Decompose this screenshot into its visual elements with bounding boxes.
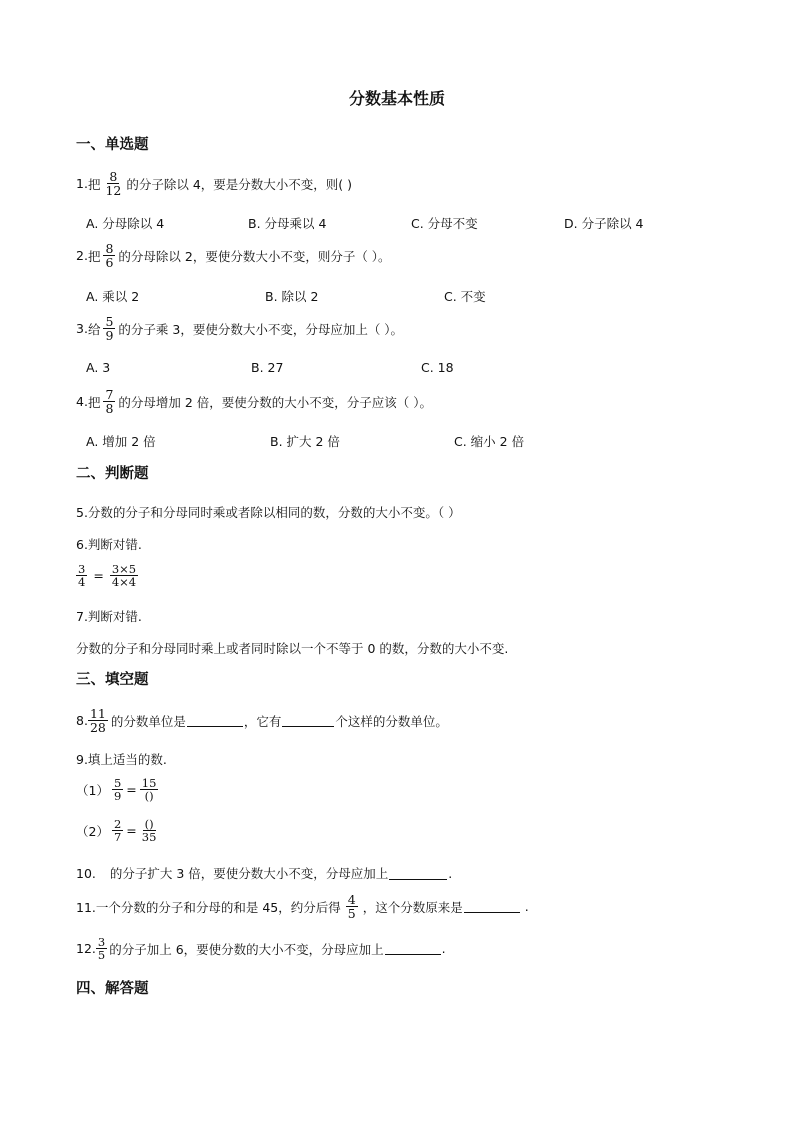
numerator: 3: [97, 935, 106, 949]
option-b: B. 27: [251, 360, 284, 375]
fraction: [103, 242, 115, 269]
question-number: 3.: [76, 321, 88, 337]
question-7-statement: [76, 639, 508, 657]
question-number: 2.: [76, 248, 88, 264]
question-text: 6.判断对错.: [76, 537, 142, 552]
numerator: 4: [347, 892, 356, 907]
question-2: [76, 242, 391, 269]
denominator: 4×4: [111, 575, 137, 590]
option-d: D. 分子除以 4: [564, 216, 644, 231]
denominator: 9: [105, 328, 114, 344]
answer-blank[interactable]: [389, 867, 447, 880]
answer-blank[interactable]: [282, 714, 334, 727]
question-text: 把: [87, 176, 101, 192]
option-c: C. 不变: [444, 289, 486, 304]
fraction: [76, 563, 87, 588]
question-text: 个这样的分数单位。: [335, 713, 448, 729]
question-text: 的分子乘 3，要使分数大小不变，分母应加上（ ）。: [118, 321, 404, 337]
answer-blank[interactable]: [385, 942, 441, 955]
option-a: A. 3: [86, 360, 111, 375]
item-label: （1）: [76, 782, 109, 798]
question-10: [76, 864, 452, 882]
numerator: 11: [89, 706, 106, 721]
question-9-item-1: [76, 777, 161, 802]
denominator: 7: [113, 830, 122, 845]
question-number: 10.: [76, 865, 96, 881]
denominator: 12: [105, 183, 122, 199]
denominator: 6: [105, 255, 114, 271]
question-end: .: [524, 899, 529, 915]
fraction: [140, 818, 159, 843]
question-text: 给: [87, 321, 101, 337]
option-b: B. 分母乘以 4: [248, 216, 327, 231]
question-number: 1.: [76, 176, 88, 192]
question-text: ，这个分数原来是: [362, 899, 463, 915]
option-a: A. 分母除以 4: [86, 216, 165, 231]
question-end: .: [441, 941, 446, 957]
option-b: B. 扩大 2 倍: [270, 434, 340, 449]
fraction: [103, 388, 115, 415]
question-end: .: [448, 865, 453, 881]
question-text: 的分子加上 6，要使分数的大小不变，分母应加上: [109, 941, 384, 957]
question-text: ，它有: [243, 713, 282, 729]
question-text: 把: [87, 394, 101, 410]
question-6-equation: [76, 563, 141, 588]
fraction: [103, 170, 123, 197]
question-9: [76, 750, 167, 768]
numerator: 8: [105, 241, 114, 256]
question-5: [76, 503, 461, 521]
statement-text: 分数的分子和分母同时乘上或者同时除以一个不等于 0 的数，分数的大小不变.: [76, 641, 509, 656]
section-heading-single-choice: 一、单选题: [76, 137, 149, 153]
question-number: 4.: [76, 394, 88, 410]
question-number: 12.: [76, 941, 96, 957]
question-text: 7.判断对错.: [76, 609, 142, 624]
question-text: 5.分数的分子和分母同时乘或者除以相同的数，分数的大小不变。（ ）: [76, 505, 461, 520]
item-label: （2）: [76, 823, 109, 839]
question-text: 的分母除以 2，要使分数大小不变，则分子（ ）。: [118, 248, 391, 264]
question-text: 的分子扩大 3 倍，要使分数大小不变，分母应加上: [109, 866, 389, 881]
question-8: [76, 707, 448, 734]
denominator-blank[interactable]: (): [144, 789, 154, 804]
denominator: 5: [97, 948, 106, 963]
question-1: [76, 170, 352, 197]
answer-blank[interactable]: [464, 900, 520, 913]
numerator: 7: [105, 387, 114, 402]
denominator: 5: [347, 906, 356, 922]
option-a: A. 增加 2 倍: [86, 434, 156, 449]
question-text: 9.填上适当的数.: [76, 752, 167, 767]
question-7: [76, 607, 142, 625]
option-b: B. 除以 2: [265, 289, 319, 304]
denominator: 9: [113, 789, 122, 804]
fraction: [346, 893, 358, 920]
numerator: 3: [78, 562, 86, 576]
question-3: [76, 315, 403, 342]
equals-sign: =: [93, 568, 104, 584]
answer-blank[interactable]: [187, 714, 243, 727]
fraction: [112, 777, 123, 802]
numerator-blank[interactable]: (): [144, 817, 154, 831]
question-text: 的分母增加 2 倍，要使分数的大小不变，分子应该（ ）。: [118, 394, 433, 410]
question-text: 11.一个分数的分子和分母的和是 45，约分后得: [76, 899, 341, 915]
numerator: 8: [109, 169, 118, 184]
option-c: C. 18: [421, 360, 454, 375]
fraction: [103, 315, 115, 342]
numerator: 5: [105, 314, 114, 329]
question-text: 把: [87, 248, 101, 264]
section-heading-fill-in: 三、填空题: [76, 672, 149, 688]
numerator: 2: [113, 817, 122, 831]
equals-sign: =: [126, 823, 137, 839]
option-c: C. 缩小 2 倍: [454, 434, 525, 449]
question-text: 的分子除以 4，要是分数大小不变，则( ): [126, 176, 353, 192]
option-a: A. 乘以 2: [86, 289, 140, 304]
section-heading-solve: 四、解答题: [76, 981, 149, 997]
numerator: 15: [141, 776, 157, 790]
denominator: 4: [78, 575, 86, 590]
question-4: [76, 388, 432, 415]
denominator: 8: [105, 401, 114, 417]
fraction: [110, 563, 138, 588]
fraction: [112, 818, 123, 843]
fraction: [96, 936, 107, 961]
question-6: [76, 535, 142, 553]
question-9-item-2: [76, 818, 161, 843]
denominator: 28: [89, 720, 106, 736]
option-c: C. 分母不变: [411, 216, 478, 231]
section-heading-true-false: 二、判断题: [76, 466, 149, 482]
fraction: [88, 707, 108, 734]
numerator: 3×5: [111, 562, 137, 576]
question-11: [76, 893, 529, 920]
denominator: 35: [141, 830, 157, 845]
numerator: 5: [113, 776, 122, 790]
question-number: 8.: [76, 713, 88, 729]
page-title: 分数基本性质: [348, 89, 445, 108]
question-12: [76, 936, 446, 961]
question-text: 的分数单位是: [110, 713, 186, 729]
equals-sign: =: [126, 782, 137, 798]
fraction: [140, 777, 159, 802]
